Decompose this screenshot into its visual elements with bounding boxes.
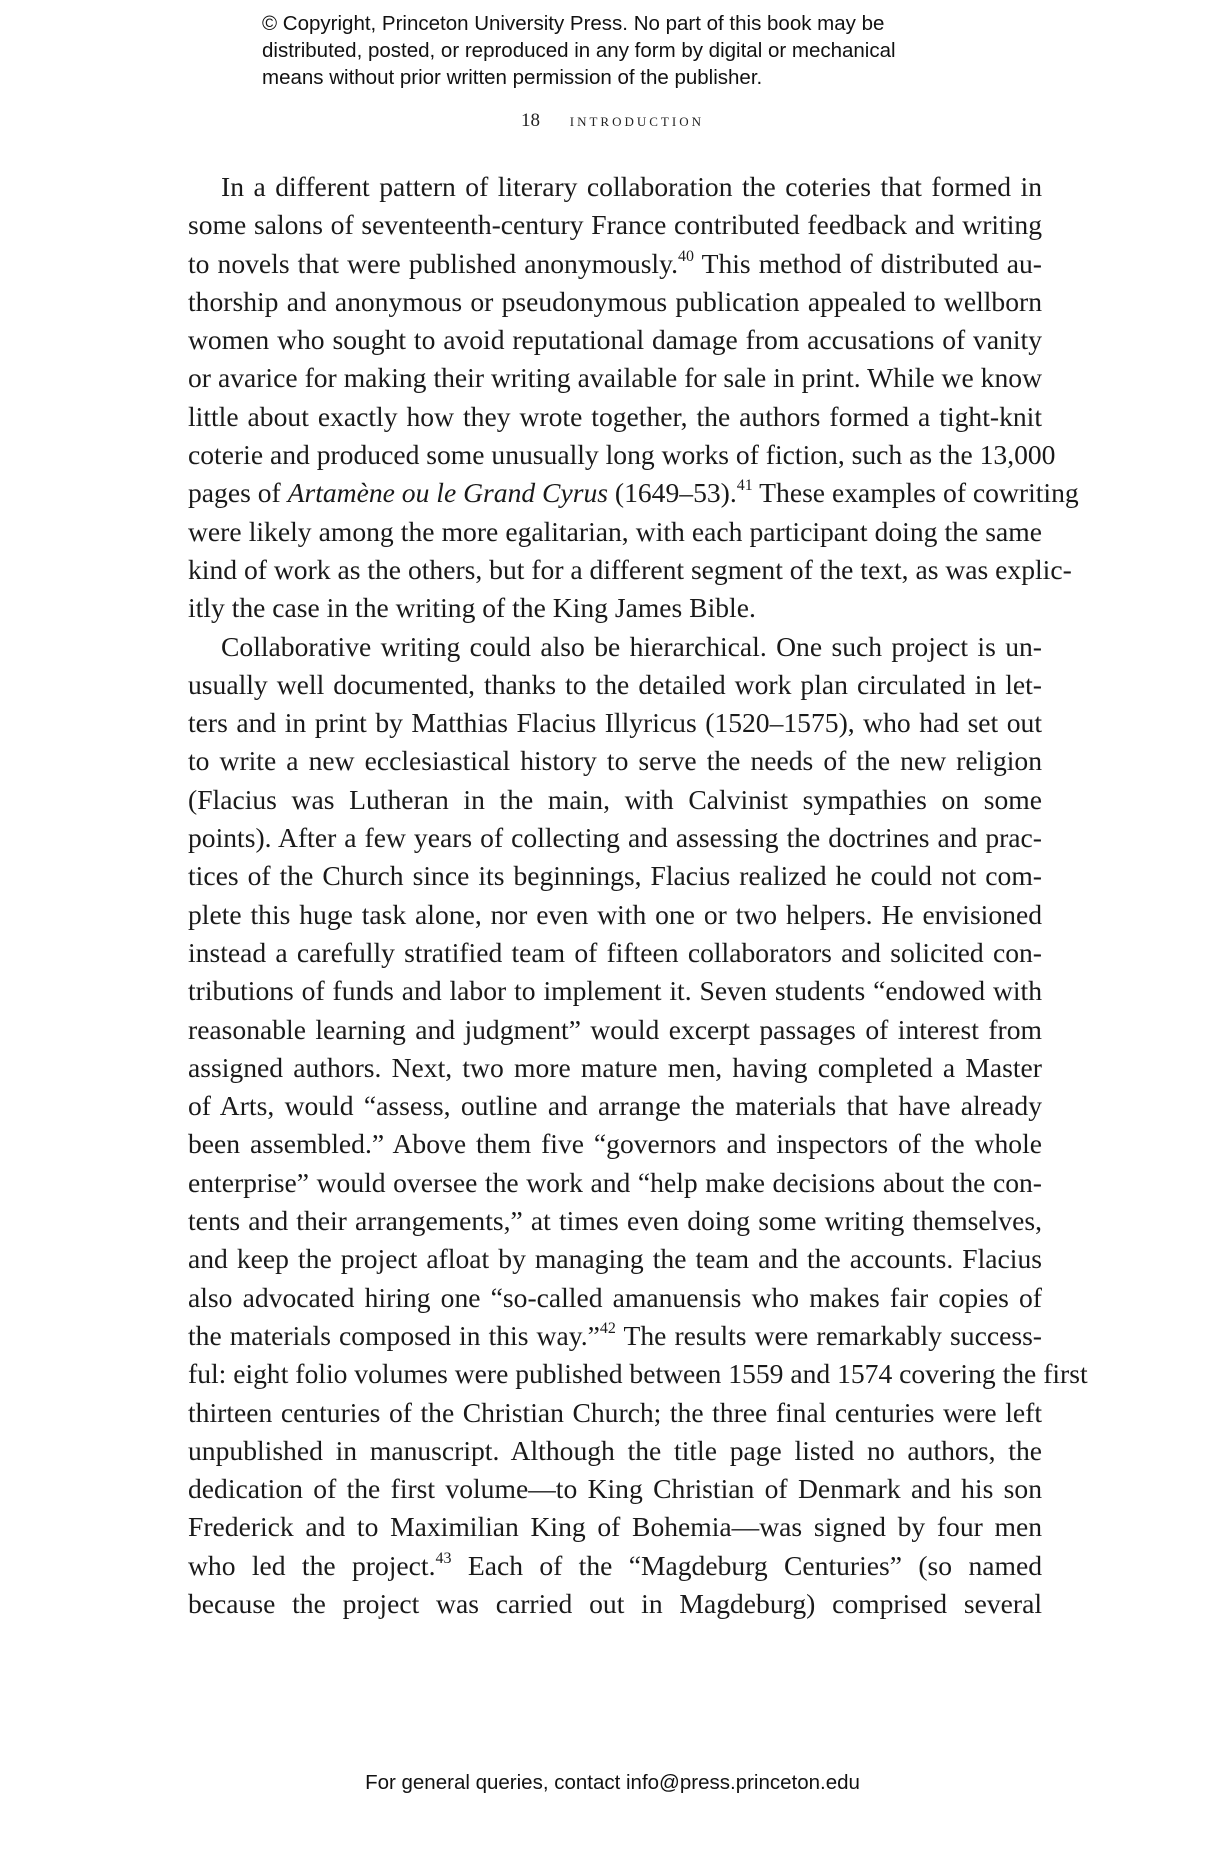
text-line: the materials composed in this way.”$^{42}$ The results were remarkably success- [188, 1319, 1042, 1351]
text-line: to write a new ecclesiastical history to serve the needs of the new religion [188, 745, 1042, 777]
text-line: ful: eight folio volumes were published between 1559 and 1574 covering the first [188, 1358, 1088, 1390]
text-line: points). After a few years of collecting and assessing the doctrines and prac- [188, 822, 1042, 854]
page-number: 18 [521, 110, 541, 131]
book-title: Artamène ou le Grand Cyrus [287, 477, 608, 509]
text-line: Collaborative writing could also be hierarchical. One such project is un- [221, 630, 1042, 662]
text-line: Frederick and to Maximilian King of Bohemia—was signed by four men [188, 1511, 1042, 1543]
text-line: thirteen centuries of the Christian Church; the three final centuries were left [188, 1396, 1042, 1428]
text-line: reasonable learning and judgment” would excerpt passages of interest from [188, 1013, 1042, 1045]
text-line: tices of the Church since its beginnings, Flacius realized he could not com- [188, 860, 1042, 892]
text-line: ters and in print by Matthias Flacius Illyricus (1520–1575), who had set out [188, 707, 1042, 739]
text-line: pages of Artamène ou le Grand Cyrus (1649–53).$^{41}$ These examples of cowriting [188, 477, 1079, 509]
text-line: tributions of funds and labor to implement it. Seven students “endowed with [188, 975, 1042, 1007]
text-line: were likely among the more egalitarian, with each participant doing the same [188, 515, 1042, 547]
text-line: coterie and produced some unusually long works of fiction, such as the 13,000 [188, 439, 1056, 471]
text-line: or avarice for making their writing available for sale in print. While we know [188, 362, 1042, 394]
text-line: tents and their arrangements,” at times even doing some writing themselves, [188, 1205, 1042, 1237]
text-line: thorship and anonymous or pseudonymous publication appealed to wellborn [188, 285, 1042, 317]
body-text [188, 168, 1088, 1623]
footnote-ref: 40 [678, 247, 695, 265]
text-line: because the project was carried out in Magdeburg) comprised several [188, 1587, 1042, 1619]
text-line: unpublished in manuscript. Although the title page listed no authors, the [188, 1434, 1042, 1466]
text-line: assigned authors. Next, two more mature men, having completed a Master [188, 1051, 1042, 1083]
text-line: usually well documented, thanks to the detailed work plan circulated in let- [188, 668, 1042, 700]
text-line: and keep the project afloat by managing the team and the accounts. Flacius [188, 1243, 1042, 1275]
text-line: kind of work as the others, but for a different segment of the text, as was explic- [188, 553, 1072, 585]
footnote-ref: 43 [435, 1549, 452, 1567]
text-line: enterprise” would oversee the work and “help make decisions about the con- [188, 1166, 1042, 1198]
text-line: also advocated hiring one “so-called amanuensis who makes fair copies of [188, 1281, 1042, 1313]
footnote-ref: 42 [599, 1319, 616, 1337]
copyright-line: means without prior written permission of the publisher. [262, 66, 763, 89]
text-line: plete this huge task alone, nor even with one or two helpers. He envisioned [188, 898, 1042, 930]
text-line: who led the project.$^{43}$ Each of the “Magdeburg Centuries” (so named [188, 1549, 1042, 1581]
footnote-ref: 41 [736, 477, 753, 495]
copyright-line: distributed, posted, or reproduced in any form by digital or mechanical [262, 39, 896, 62]
copyright-line: © Copyright, Princeton University Press. No part of this book may be [262, 12, 885, 35]
text-line: to novels that were published anonymously.$^{40}$ This method of distributed au- [188, 247, 1042, 279]
text-line: of Arts, would “assess, outline and arrange the materials that have already [188, 1090, 1042, 1122]
text-line: itly the case in the writing of the King James Bible. [188, 592, 756, 624]
running-head-title: introduction [569, 110, 704, 131]
text-line: some salons of seventeenth-century France contributed feedback and writing [188, 209, 1042, 241]
text-line: little about exactly how they wrote together, the authors formed a tight-knit [188, 400, 1042, 432]
text-line: (Flacius was Lutheran in the main, with Calvinist sympathies on some [188, 783, 1042, 815]
text-line: dedication of the first volume—to King Christian of Denmark and his son [188, 1473, 1042, 1505]
text-line: been assembled.” Above them five “governors and inspectors of the whole [188, 1128, 1042, 1160]
running-head [0, 110, 1225, 132]
text-line: instead a carefully stratified team of fifteen collaborators and solicited con- [188, 936, 1042, 968]
copyright-notice [262, 10, 1022, 91]
text-line: In a different pattern of literary collaboration the coteries that formed in [221, 171, 1042, 202]
footer-contact: For general queries, contact info@press.princeton.edu [365, 1771, 860, 1794]
text-line: women who sought to avoid reputational damage from accusations of vanity [188, 324, 1042, 356]
